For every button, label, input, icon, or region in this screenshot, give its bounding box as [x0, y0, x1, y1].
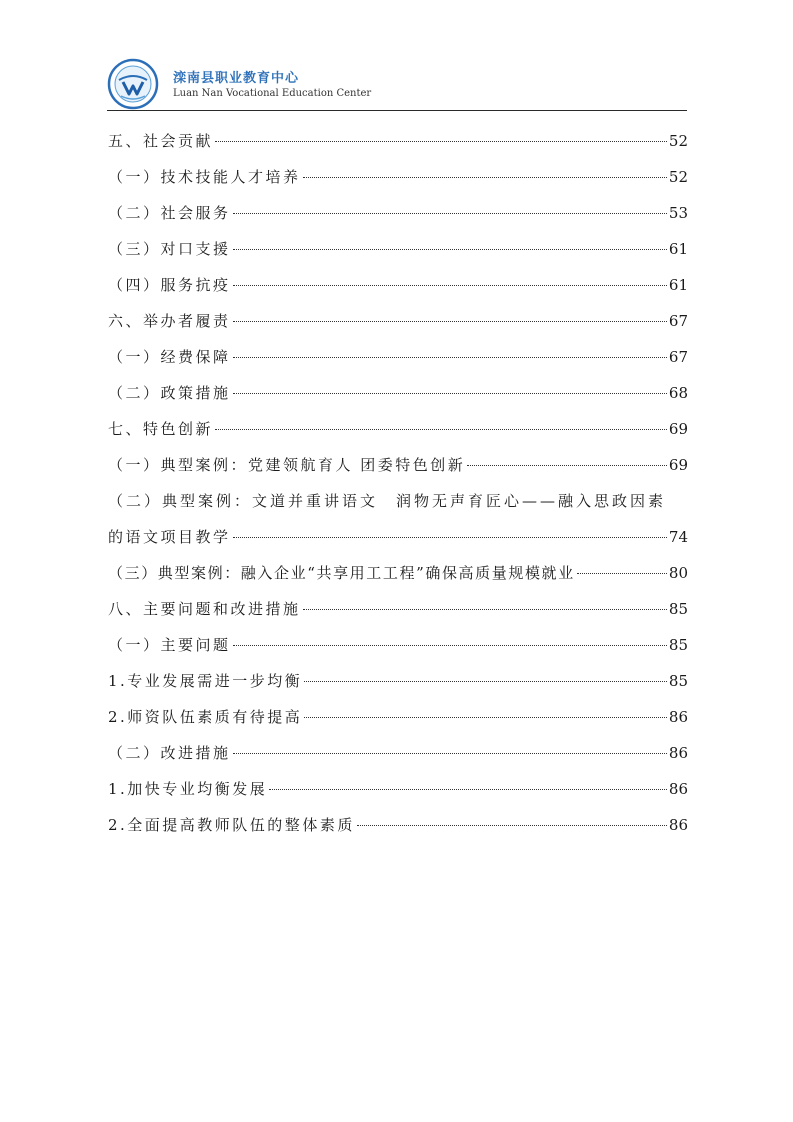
toc-entry-title: 2.全面提高教师队伍的整体素质 [108, 816, 355, 834]
toc-entry-title: 的语文项目教学 [108, 528, 231, 546]
toc-entry[interactable] [108, 375, 688, 411]
toc-dot-leader [233, 342, 667, 358]
toc-entry[interactable] [108, 519, 688, 555]
toc-dot-leader [303, 594, 667, 610]
toc-entry-title: （二）典型案例：文道并重讲语文 润物无声育匠心——融入思政因素 [108, 492, 667, 510]
toc-entry-title: 八、主要问题和改进措施 [108, 600, 301, 618]
toc-dot-leader [269, 774, 667, 790]
toc-dot-leader [233, 234, 667, 250]
org-name-en: Luan Nan Vocational Education Center [173, 88, 372, 99]
toc-dot-leader [233, 198, 667, 214]
toc-entry-title: 2.师资队伍素质有待提高 [108, 708, 303, 726]
toc-entry-title: 1.加快专业均衡发展 [108, 780, 268, 798]
toc-dot-leader [233, 270, 667, 286]
toc-page-number: 86 [668, 744, 688, 762]
toc-entry[interactable] [108, 159, 688, 195]
toc-entry-title: （一）典型案例：党建领航育人 团委特色创新 [108, 456, 466, 474]
toc-entry-title: （二）改进措施 [108, 744, 231, 762]
toc-entry-title: 七、特色创新 [108, 420, 214, 438]
toc-entry[interactable] [108, 663, 688, 699]
toc-entry[interactable] [108, 627, 688, 663]
toc-entry[interactable] [108, 591, 688, 627]
toc-entry[interactable] [108, 447, 688, 483]
toc-entry[interactable] [108, 231, 688, 267]
toc-page-number: 86 [668, 816, 688, 834]
toc-dot-leader [303, 162, 667, 178]
toc-entry-title: （四）服务抗疫 [108, 276, 231, 294]
toc-page-number: 67 [668, 348, 688, 366]
toc-page-number: 69 [668, 420, 688, 438]
toc-dot-leader [467, 450, 667, 466]
toc-page-number: 85 [668, 600, 688, 618]
toc-dot-leader [215, 126, 667, 142]
toc-entry[interactable] [108, 771, 688, 807]
toc-page-number: 85 [668, 672, 688, 690]
toc-dot-leader [233, 522, 667, 538]
toc-page-number: 53 [668, 204, 688, 222]
toc-entry[interactable] [108, 195, 688, 231]
toc-entry[interactable] [108, 807, 688, 843]
toc-dot-leader [233, 738, 667, 754]
page-header [107, 56, 687, 112]
toc-dot-leader [215, 414, 667, 430]
toc-dot-leader [357, 810, 667, 826]
toc-page-number: 68 [668, 384, 688, 402]
toc-page-number: 74 [668, 528, 688, 546]
toc-page-number: 61 [668, 240, 688, 258]
toc-entry-title: （二）社会服务 [108, 204, 231, 222]
toc-entry-title: （一）技术技能人才培养 [108, 168, 301, 186]
toc-entry[interactable] [108, 735, 688, 771]
toc-entry[interactable] [108, 699, 688, 735]
toc-dot-leader [233, 630, 667, 646]
toc-page-number: 85 [668, 636, 688, 654]
table-of-contents [108, 123, 688, 843]
toc-dot-leader [577, 558, 667, 574]
toc-entry[interactable] [108, 483, 688, 519]
header-divider [107, 110, 687, 111]
toc-entry-title: （三）典型案例：融入企业“共享用工工程”确保高质量规模就业 [108, 564, 575, 582]
org-name-cn: 滦南县职业教育中心 [173, 71, 300, 86]
toc-entry[interactable] [108, 411, 688, 447]
school-logo-icon [107, 58, 159, 110]
toc-dot-leader [233, 378, 667, 394]
toc-dot-leader [233, 306, 667, 322]
toc-entry[interactable] [108, 123, 688, 159]
toc-page-number: 86 [668, 780, 688, 798]
toc-page-number: 69 [668, 456, 688, 474]
toc-entry[interactable] [108, 555, 688, 591]
toc-page-number: 67 [668, 312, 688, 330]
toc-entry-title: 五、社会贡献 [108, 132, 214, 150]
toc-entry-title: （一）主要问题 [108, 636, 231, 654]
toc-entry-title: 1.专业发展需进一步均衡 [108, 672, 303, 690]
toc-page-number: 80 [668, 564, 688, 582]
toc-entry-title: 六、举办者履责 [108, 312, 231, 330]
toc-entry-title: （一）经费保障 [108, 348, 231, 366]
toc-entry[interactable] [108, 267, 688, 303]
toc-entry-title: （三）对口支援 [108, 240, 231, 258]
toc-page-number: 52 [668, 168, 688, 186]
toc-dot-leader [304, 666, 667, 682]
toc-entry[interactable] [108, 303, 688, 339]
toc-page-number: 52 [668, 132, 688, 150]
toc-page-number: 86 [668, 708, 688, 726]
toc-dot-leader [304, 702, 667, 718]
toc-entry[interactable] [108, 339, 688, 375]
toc-entry-title: （二）政策措施 [108, 384, 231, 402]
toc-page-number: 61 [668, 276, 688, 294]
